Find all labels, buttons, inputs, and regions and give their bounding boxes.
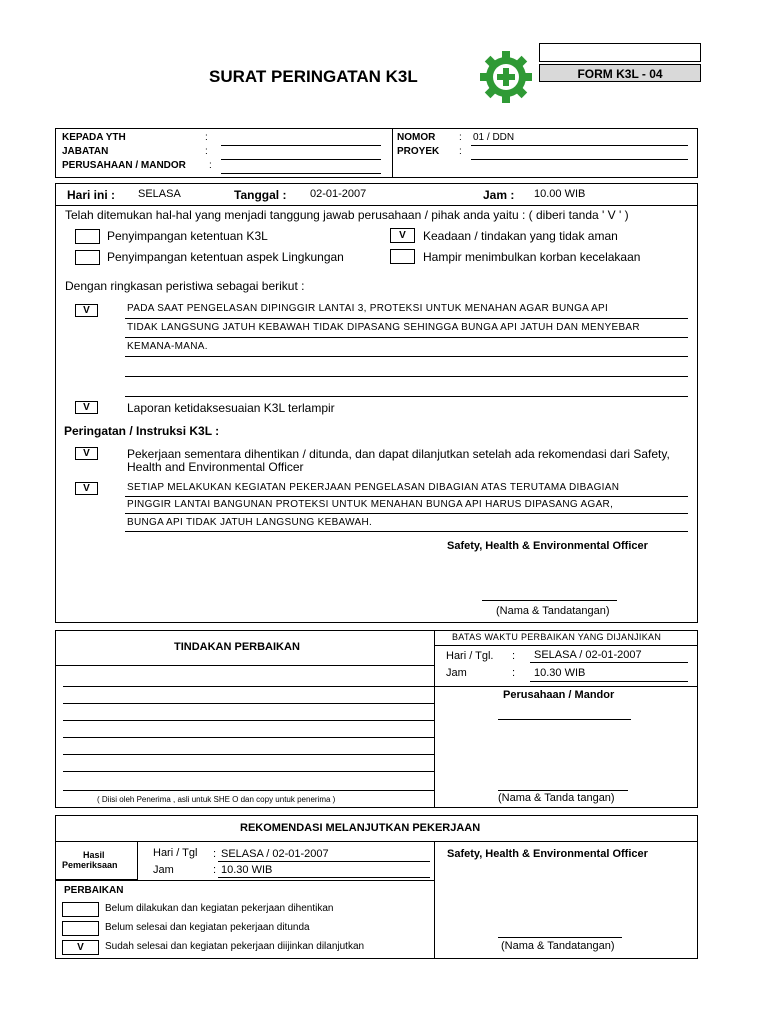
rek-hari-value: SELASA / 02-01-2007 — [221, 848, 329, 860]
corrective-line[interactable] — [63, 754, 434, 755]
jabatan-field[interactable] — [221, 159, 381, 160]
deadline-hari-label: Hari / Tgl. — [446, 650, 494, 662]
sign-caption: (Nama & Tanda tangan) — [498, 792, 615, 804]
recommendation-heading: REKOMENDASI MELANJUTKAN PEKERJAAN — [240, 822, 481, 834]
deadline-hari-value: SELASA / 02-01-2007 — [534, 649, 642, 661]
checkbox-near-miss[interactable] — [390, 249, 415, 264]
tanggal-label: Tanggal : — [234, 188, 287, 202]
colon: : — [205, 132, 208, 143]
checkbox-lingkungan[interactable] — [75, 250, 100, 265]
checkbox-summary[interactable]: V — [75, 304, 98, 317]
hasil-label: Hasil — [83, 850, 105, 860]
rek-jam-value: 10.30 WIB — [221, 864, 273, 876]
checkbox-report[interactable]: V — [75, 401, 98, 414]
proyek-field[interactable] — [471, 159, 688, 160]
checkbox-not-done[interactable] — [62, 902, 99, 917]
kepada-label: KEPADA YTH — [62, 132, 126, 143]
nomor-value: 01 / DDN — [473, 132, 515, 143]
option-label: Keadaan / tindakan yang tidak aman — [423, 229, 618, 243]
perbaikan-option: Belum selesai dan kegiatan pekerjaan ditunda — [105, 922, 310, 933]
tanggal-value: 02-01-2007 — [310, 188, 367, 200]
checkbox-finished[interactable]: V — [62, 940, 99, 955]
deadline-jam-label: Jam — [446, 667, 467, 679]
sign-caption: (Nama & Tandatangan) — [496, 605, 610, 617]
perbaikan-option: Sudah selesai dan kegiatan pekerjaan diijinkan dilanjutkan — [105, 941, 365, 952]
rek-hari-label: Hari / Tgl — [153, 847, 198, 859]
deadline-heading: BATAS WAKTU PERBAIKAN YANG DIJANJIKAN — [452, 632, 662, 642]
corrective-line[interactable] — [63, 790, 434, 791]
instruction-line: Pekerjaan sementara dihentikan / ditunda, dan dapat dilanjutkan setelah ada rekomendasi dari Safety, — [127, 447, 670, 461]
summary-line: PADA SAAT PENGELASAN DIPINGGIR LANTAI 3, PROTEKSI UNTUK MENAHAN AGAR BUNGA API — [127, 303, 609, 314]
colon: : — [459, 146, 462, 157]
mandor-label: Perusahaan / Mandor — [503, 689, 615, 701]
jam-value: 10.00 WIB — [534, 188, 586, 200]
colon: : — [512, 650, 516, 662]
mandor-signature-line[interactable] — [498, 719, 631, 720]
perusahaan-field[interactable] — [221, 173, 381, 174]
corrective-line[interactable] — [63, 686, 434, 687]
findings-intro: Telah ditemukan hal-hal yang menjadi tanggung jawab perusahaan / pihak anda yaitu : ( diberi tanda ' V ' ) — [65, 208, 629, 222]
instruction-line: Health and Environmental Officer — [127, 460, 304, 474]
instructions-heading: Peringatan / Instruksi K3L : — [64, 424, 220, 438]
corrective-heading: TINDAKAN PERBAIKAN — [174, 641, 300, 653]
form-number-field — [539, 43, 701, 62]
form-code: FORM K3L - 04 — [577, 67, 663, 81]
colon: : — [213, 848, 217, 860]
corrective-line[interactable] — [63, 771, 434, 772]
sign-caption: (Nama & Tandatangan) — [501, 940, 615, 952]
nomor-label: NOMOR — [397, 132, 436, 143]
nomor-field[interactable] — [471, 145, 688, 146]
instruction-line: BUNGA API TIDAK JATUH LANGSUNG KEBAWAH. — [127, 517, 373, 528]
corrective-note: ( Diisi oleh Penerima , asli untuk SHE O dan copy untuk penerima ) — [97, 795, 336, 804]
summary-line: KEMANA-MANA. — [127, 341, 208, 352]
signature-line[interactable] — [482, 600, 617, 601]
rek-signature-line[interactable] — [498, 937, 622, 938]
jam-label: Jam : — [483, 188, 515, 202]
form-code-box — [539, 64, 701, 82]
report-label: Laporan ketidaksesuaian K3L terlampir — [127, 401, 335, 415]
colon: : — [205, 146, 208, 157]
checkbox-instruction[interactable]: V — [75, 482, 98, 495]
summary-intro: Dengan ringkasan peristiwa sebagai berikut : — [65, 279, 305, 293]
perbaikan-heading: PERBAIKAN — [64, 885, 124, 896]
colon: : — [213, 864, 217, 876]
option-label: Penyimpangan ketentuan K3L — [107, 229, 268, 243]
pemeriksaan-label: Pemeriksaan — [62, 860, 118, 870]
hari-ini-value: SELASA — [138, 188, 181, 200]
colon: : — [209, 160, 212, 171]
option-label: Penyimpangan ketentuan aspek Lingkungan — [107, 250, 344, 264]
proyek-label: PROYEK — [397, 146, 440, 157]
form-title: SURAT PERINGATAN K3L — [209, 67, 418, 86]
kepada-field[interactable] — [221, 145, 381, 146]
hari-ini-label: Hari ini : — [67, 188, 116, 202]
rek-jam-label: Jam — [153, 864, 174, 876]
checkbox-unsafe[interactable]: V — [390, 228, 415, 243]
colon: : — [459, 132, 462, 143]
corrective-line[interactable] — [63, 703, 434, 704]
checkbox-k3l[interactable] — [75, 229, 100, 244]
colon: : — [512, 667, 516, 679]
gear-cross-safety-icon — [478, 49, 534, 105]
instruction-line: SETIAP MELAKUKAN KEGIATAN PEKERJAAN PENGELASAN DIBAGIAN ATAS TERUTAMA DIBAGIAN — [127, 482, 620, 493]
checkbox-not-finished[interactable] — [62, 921, 99, 936]
corrective-line[interactable] — [63, 720, 434, 721]
option-label: Hampir menimbulkan korban kecelakaan — [423, 250, 641, 264]
instruction-line: PINGGIR LANTAI BANGUNAN PROTEKSI UNTUK MENAHAN BUNGA API HARUS DIPASANG AGAR, — [127, 499, 614, 510]
summary-line: TIDAK LANGSUNG JATUH KEBAWAH TIDAK DIPASANG SEHINGGA BUNGA API JATUH DAN MENYEBAR — [127, 322, 640, 333]
perbaikan-option: Belum dilakukan dan kegiatan pekerjaan dihentikan — [105, 903, 334, 914]
mandor-name-line[interactable] — [498, 790, 628, 791]
jabatan-label: JABATAN — [62, 146, 109, 157]
checkbox-stop-work[interactable]: V — [75, 447, 98, 460]
rek-officer-label: Safety, Health & Environmental Officer — [447, 848, 648, 860]
she-officer-label: Safety, Health & Environmental Officer — [447, 540, 648, 552]
deadline-jam-value: 10.30 WIB — [534, 667, 586, 679]
perusahaan-label: PERUSAHAAN / MANDOR — [62, 160, 186, 171]
corrective-line[interactable] — [63, 737, 434, 738]
